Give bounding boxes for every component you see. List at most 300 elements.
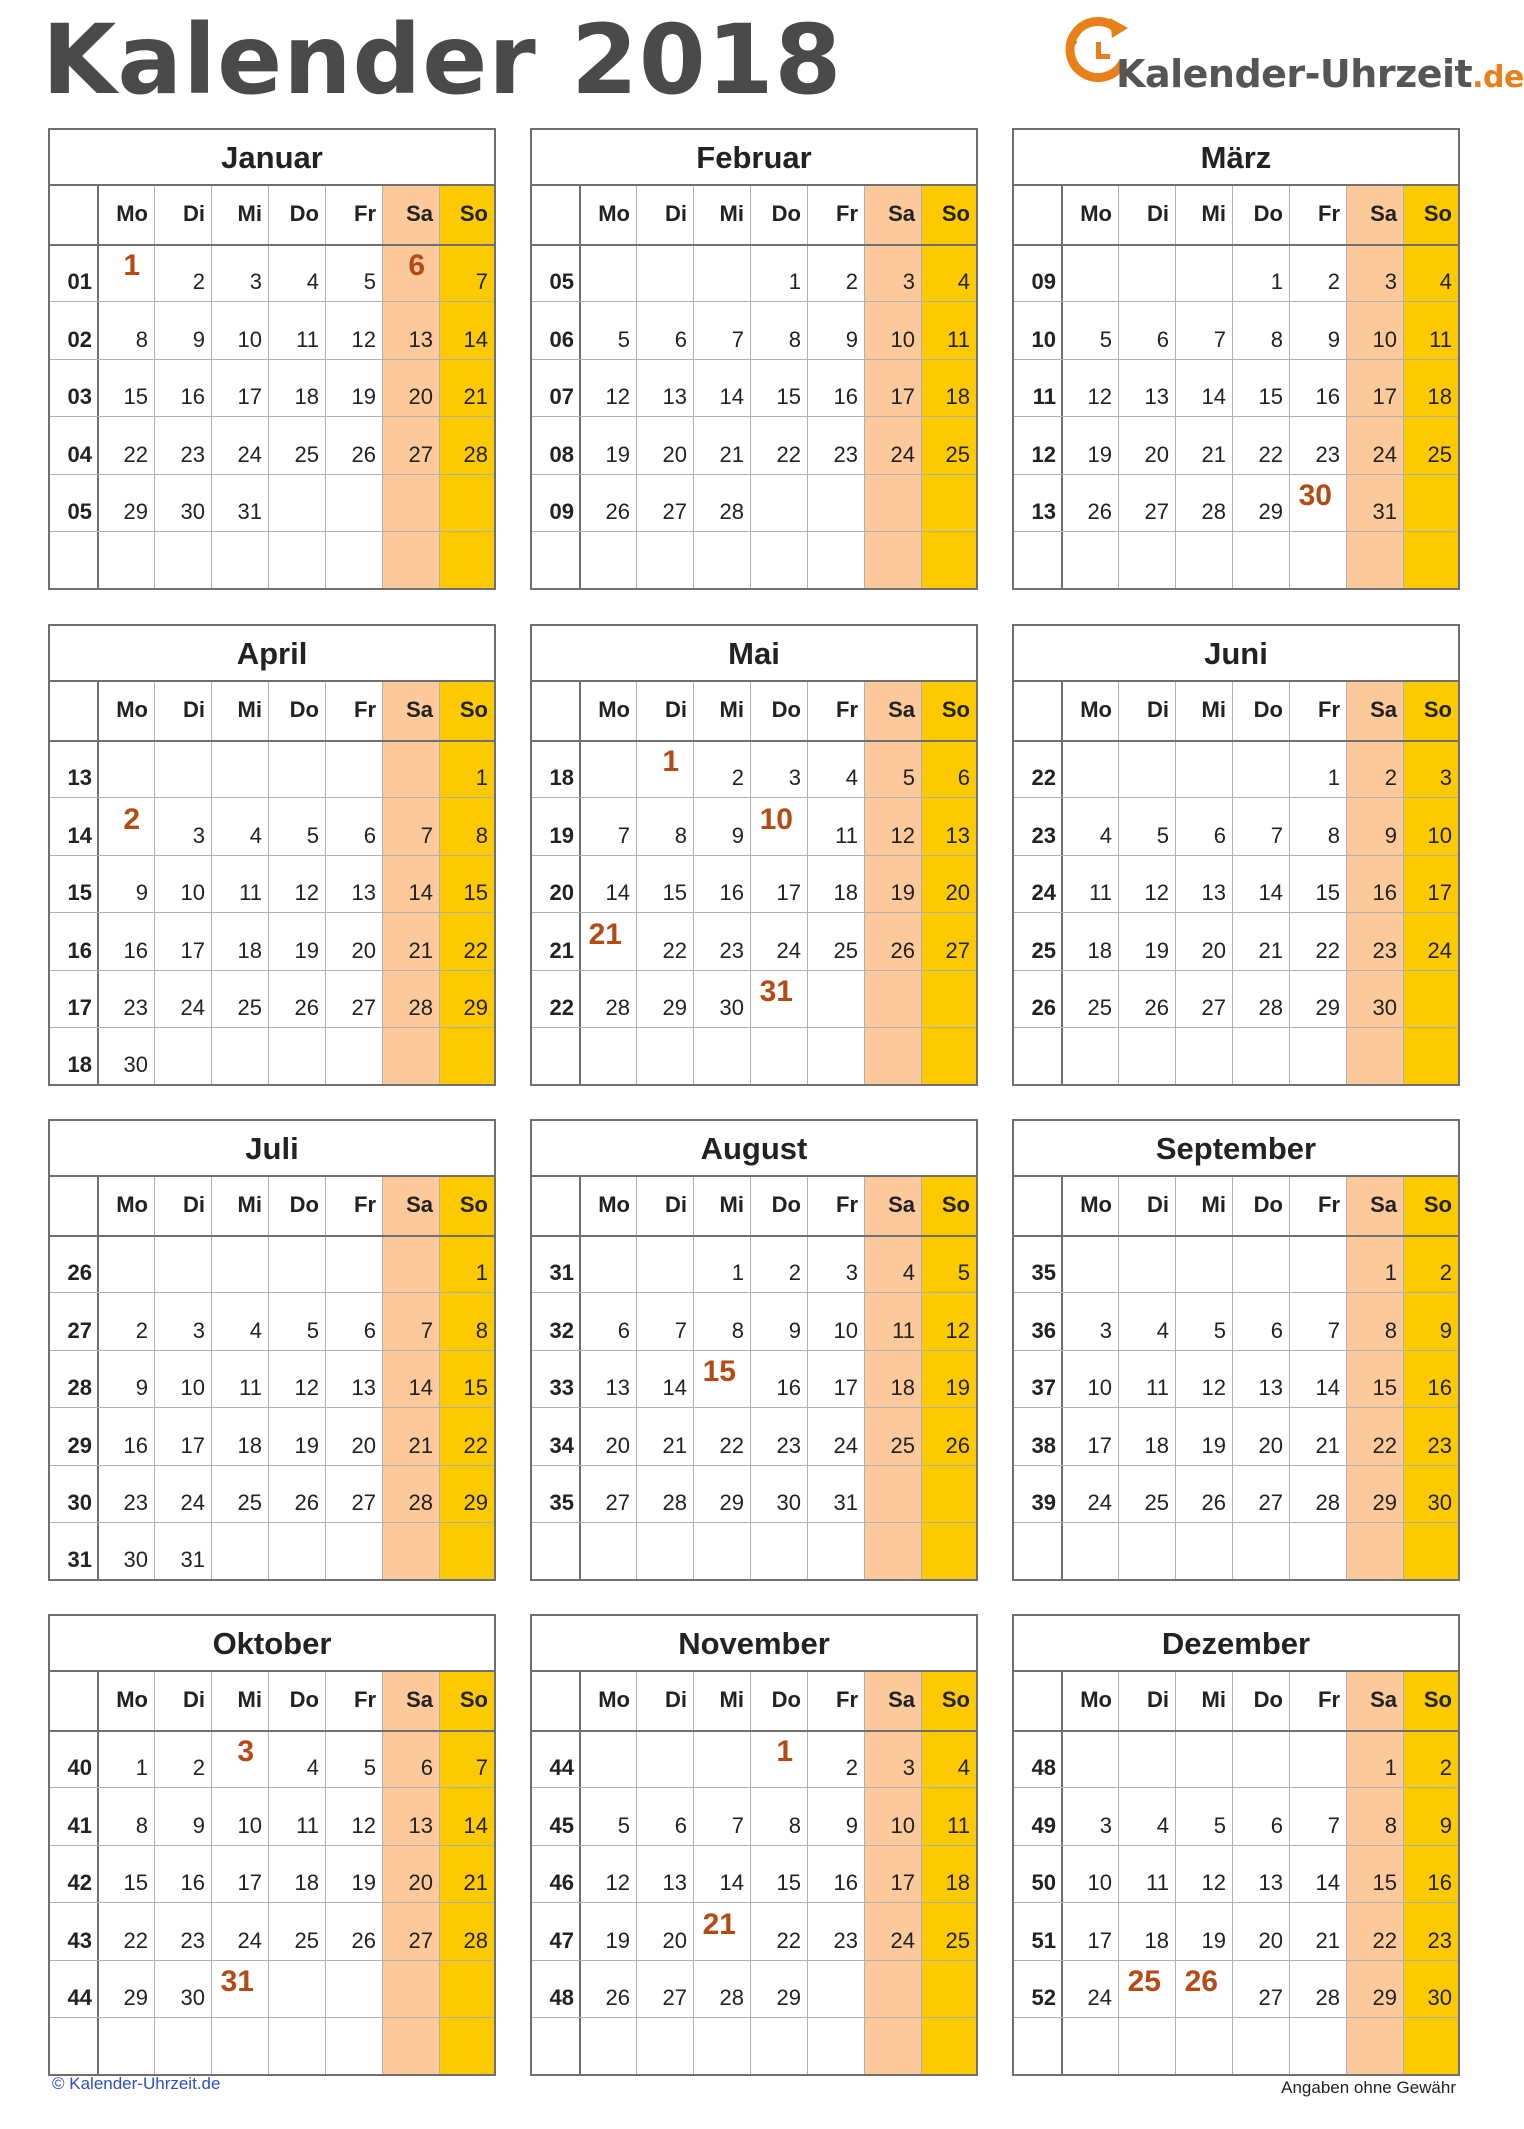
- weekday-header: Fr: [1318, 1192, 1340, 1217]
- day-cell: 23: [1372, 937, 1397, 963]
- day-cell: 4: [957, 1755, 970, 1781]
- grid-hline: [1014, 1960, 1458, 1961]
- day-cell: 28: [605, 995, 630, 1020]
- day-cell: 20: [1144, 441, 1169, 467]
- day-cell: 23: [1427, 1432, 1452, 1458]
- month-title: April: [50, 626, 494, 682]
- day-cell: 2: [845, 1755, 858, 1781]
- day-cell: 26: [605, 1985, 630, 2010]
- grid-hline: [532, 1730, 976, 1732]
- day-cell: 20: [351, 937, 376, 963]
- day-cell: 25: [1087, 995, 1112, 1020]
- day-cell: 15: [123, 384, 148, 410]
- grid-hline: [532, 1845, 976, 1846]
- day-cell: 29: [1372, 1490, 1397, 1515]
- day-cell: 4: [957, 269, 970, 295]
- day-cell: 10: [180, 880, 205, 906]
- week-number: 41: [67, 1812, 92, 1838]
- month-1: [48, 128, 496, 590]
- weekday-header: Mo: [116, 1192, 148, 1217]
- week-number: 43: [67, 1927, 92, 1953]
- day-cell: 22: [1258, 441, 1283, 467]
- month-grid: [50, 1177, 494, 1579]
- week-number: 21: [549, 937, 574, 963]
- day-cell: 26: [1144, 995, 1169, 1020]
- holiday-day: 26: [1184, 1965, 1218, 1998]
- day-cell: 25: [945, 441, 970, 467]
- month-7: [48, 1119, 496, 1581]
- day-cell: 6: [957, 765, 970, 791]
- weekday-header: Mi: [1201, 1687, 1226, 1712]
- day-cell: 23: [1315, 441, 1340, 467]
- day-cell: 5: [306, 822, 319, 848]
- weekday-header: Do: [771, 1687, 801, 1712]
- day-cell: 4: [306, 1755, 319, 1781]
- weekday-header: So: [1423, 1687, 1452, 1712]
- day-cell: 28: [662, 1490, 687, 1515]
- day-cell: 7: [1213, 326, 1226, 352]
- month-grid: [1014, 186, 1458, 588]
- weekday-header: So: [941, 201, 970, 226]
- holiday-day: 21: [588, 917, 622, 951]
- grid-hline: [532, 797, 976, 798]
- day-cell: 24: [1372, 441, 1397, 467]
- day-cell: 25: [237, 995, 262, 1020]
- grid-hline: [1014, 1730, 1458, 1732]
- day-cell: 14: [463, 326, 488, 352]
- day-cell: 17: [1427, 880, 1452, 906]
- copyright-link[interactable]: © Kalender-Uhrzeit.de: [52, 2074, 221, 2093]
- weekday-header: Fr: [354, 1687, 376, 1712]
- weekday-header: Di: [1147, 697, 1169, 722]
- weekday-header: Mo: [116, 697, 148, 722]
- grid-hline: [50, 1960, 494, 1961]
- month-11: [530, 1614, 978, 2076]
- day-cell: 8: [674, 822, 687, 848]
- day-cell: 26: [294, 1490, 319, 1515]
- day-cell: 2: [192, 1755, 205, 1781]
- week-number: 20: [549, 880, 574, 906]
- logo-tld: .de: [1472, 60, 1524, 95]
- day-cell: 17: [1087, 1432, 1112, 1458]
- day-cell: 30: [123, 1547, 148, 1573]
- weekday-header: Mi: [237, 201, 262, 226]
- grid-hline: [532, 1787, 976, 1788]
- day-cell: 22: [1315, 937, 1340, 963]
- grid-hline: [532, 1522, 976, 1523]
- grid-hline: [532, 301, 976, 302]
- day-cell: 9: [135, 880, 148, 906]
- day-cell: 8: [1327, 822, 1340, 848]
- weekday-header: Di: [183, 697, 205, 722]
- day-cell: 2: [788, 1260, 801, 1286]
- day-cell: 19: [1087, 441, 1112, 467]
- grid-hline: [532, 855, 976, 856]
- day-cell: 6: [674, 326, 687, 352]
- weekday-header: Do: [289, 1192, 319, 1217]
- weekday-header: Do: [1253, 201, 1283, 226]
- week-number: 01: [67, 269, 92, 295]
- day-cell: 6: [1156, 326, 1169, 352]
- week-number: 14: [67, 822, 92, 848]
- disclaimer: Angaben ohne Gewähr: [1281, 2078, 1456, 2097]
- day-cell: 1: [135, 1755, 148, 1781]
- day-cell: 11: [1146, 1870, 1169, 1896]
- week-number: 02: [67, 326, 92, 352]
- week-number: 32: [549, 1317, 574, 1343]
- grid-hline: [532, 244, 976, 246]
- day-cell: 22: [463, 937, 488, 963]
- day-cell: 24: [237, 1927, 262, 1953]
- day-cell: 18: [294, 1870, 319, 1896]
- weekday-header: Di: [1147, 1192, 1169, 1217]
- grid-hline: [50, 1787, 494, 1788]
- day-cell: 19: [294, 937, 319, 963]
- day-cell: 16: [1315, 384, 1340, 410]
- day-cell: 30: [123, 1052, 148, 1078]
- day-cell: 24: [833, 1432, 858, 1458]
- weekday-header: Fr: [1318, 1687, 1340, 1712]
- week-number: 09: [549, 499, 574, 524]
- week-number: 05: [549, 269, 574, 295]
- grid-hline: [532, 2017, 976, 2018]
- day-cell: 4: [249, 1317, 262, 1343]
- weekday-header: Mi: [237, 1192, 262, 1217]
- day-cell: 8: [1384, 1317, 1397, 1343]
- day-cell: 6: [1270, 1317, 1283, 1343]
- weekday-header: Do: [1253, 1687, 1283, 1712]
- week-number: 46: [549, 1870, 574, 1896]
- month-grid: [532, 682, 976, 1084]
- day-cell: 28: [408, 995, 433, 1020]
- day-cell: 13: [351, 1375, 376, 1401]
- day-cell: 26: [605, 499, 630, 524]
- day-cell: 26: [945, 1432, 970, 1458]
- logo-name: Kalender-Uhrzeit: [1116, 52, 1473, 96]
- day-cell: 6: [674, 1812, 687, 1838]
- week-number: 49: [1031, 1812, 1056, 1838]
- day-cell: 3: [1384, 269, 1397, 295]
- week-number: 07: [549, 384, 574, 410]
- day-cell: 8: [1270, 326, 1283, 352]
- day-cell: 22: [123, 1927, 148, 1953]
- holiday-day: 25: [1127, 1965, 1161, 1998]
- day-cell: 20: [945, 880, 970, 906]
- weekday-header: Mi: [719, 201, 744, 226]
- day-cell: 11: [1146, 1375, 1169, 1401]
- day-cell: 27: [1258, 1490, 1283, 1515]
- weekday-header: Do: [1253, 697, 1283, 722]
- weekday-header: Di: [665, 1192, 687, 1217]
- day-cell: 18: [1144, 1432, 1169, 1458]
- weekday-header: Fr: [1318, 697, 1340, 722]
- day-cell: 4: [845, 765, 858, 791]
- day-cell: 4: [1156, 1812, 1169, 1838]
- day-cell: 19: [945, 1375, 970, 1401]
- grid-hline: [1014, 855, 1458, 856]
- day-cell: 7: [731, 326, 744, 352]
- day-cell: 19: [605, 441, 630, 467]
- day-cell: 20: [605, 1432, 630, 1458]
- day-cell: 8: [788, 326, 801, 352]
- month-title: Januar: [50, 130, 494, 186]
- weekday-header: So: [1423, 697, 1452, 722]
- grid-hline: [50, 1350, 494, 1351]
- day-cell: 15: [662, 880, 687, 906]
- day-cell: 5: [363, 269, 376, 295]
- day-cell: 10: [180, 1375, 205, 1401]
- weekday-header: Sa: [406, 1192, 433, 1217]
- day-cell: 7: [475, 269, 488, 295]
- grid-hline: [50, 740, 494, 742]
- day-cell: 29: [719, 1490, 744, 1515]
- day-cell: 6: [617, 1317, 630, 1343]
- day-cell: 9: [845, 326, 858, 352]
- day-cell: 8: [1384, 1812, 1397, 1838]
- day-cell: 27: [605, 1490, 630, 1515]
- day-cell: 7: [1327, 1317, 1340, 1343]
- day-cell: 10: [890, 326, 915, 352]
- day-cell: 16: [1372, 880, 1397, 906]
- grid-hline: [50, 1730, 494, 1732]
- day-cell: 25: [890, 1432, 915, 1458]
- day-cell: 6: [363, 1317, 376, 1343]
- day-cell: 29: [1315, 995, 1340, 1020]
- day-cell: 20: [408, 384, 433, 410]
- grid-hline: [532, 474, 976, 475]
- weekday-header: Fr: [836, 697, 858, 722]
- weekday-header: Di: [1147, 1687, 1169, 1712]
- day-cell: 28: [463, 1927, 488, 1953]
- day-cell: 9: [135, 1375, 148, 1401]
- day-cell: 17: [833, 1375, 858, 1401]
- day-cell: 18: [1144, 1927, 1169, 1953]
- grid-hline: [50, 1902, 494, 1903]
- day-cell: 21: [1315, 1927, 1340, 1953]
- day-cell: 12: [351, 1812, 376, 1838]
- day-cell: 19: [1144, 937, 1169, 963]
- day-cell: 9: [1439, 1317, 1452, 1343]
- day-cell: 18: [945, 1870, 970, 1896]
- day-cell: 14: [719, 1870, 744, 1896]
- month-title: Februar: [532, 130, 976, 186]
- weekday-header: Sa: [1370, 1687, 1397, 1712]
- day-cell: 18: [237, 937, 262, 963]
- week-number: 18: [67, 1052, 92, 1078]
- grid-hline: [532, 1465, 976, 1466]
- grid-hline: [1014, 1522, 1458, 1523]
- holiday-day: 31: [759, 975, 793, 1008]
- day-cell: 17: [237, 1870, 262, 1896]
- day-cell: 9: [788, 1317, 801, 1343]
- day-cell: 19: [890, 880, 915, 906]
- month-grid: [50, 682, 494, 1084]
- holiday-day: 6: [408, 249, 425, 283]
- day-cell: 14: [463, 1812, 488, 1838]
- day-cell: 15: [1258, 384, 1283, 410]
- day-cell: 10: [890, 1812, 915, 1838]
- weekday-header: Fr: [836, 1192, 858, 1217]
- day-cell: 24: [1087, 1985, 1112, 2010]
- day-cell: 8: [135, 1812, 148, 1838]
- month-2: [530, 128, 978, 590]
- day-cell: 4: [1099, 822, 1112, 848]
- day-cell: 21: [463, 384, 488, 410]
- day-cell: 30: [1427, 1490, 1452, 1515]
- week-number: 13: [67, 765, 92, 791]
- weekday-header: Sa: [1370, 201, 1397, 226]
- day-cell: 22: [463, 1432, 488, 1458]
- day-cell: 28: [719, 499, 744, 524]
- holiday-day: 1: [123, 249, 140, 283]
- day-cell: 12: [351, 326, 376, 352]
- day-cell: 1: [1384, 1260, 1397, 1286]
- day-cell: 21: [1201, 441, 1226, 467]
- day-cell: 13: [1258, 1375, 1283, 1401]
- day-cell: 22: [719, 1432, 744, 1458]
- day-cell: 3: [1099, 1317, 1112, 1343]
- day-cell: 26: [351, 441, 376, 467]
- grid-hline: [1014, 1407, 1458, 1408]
- day-cell: 11: [239, 880, 262, 906]
- week-number: 12: [1031, 441, 1056, 467]
- day-cell: 18: [237, 1432, 262, 1458]
- weekday-header: Do: [771, 201, 801, 226]
- day-cell: 6: [363, 822, 376, 848]
- day-cell: 15: [1372, 1375, 1397, 1401]
- month-grid: [532, 1672, 976, 2074]
- week-number: 10: [1031, 326, 1056, 352]
- day-cell: 13: [351, 880, 376, 906]
- month-10: [48, 1614, 496, 2076]
- month-title: Mai: [532, 626, 976, 682]
- grid-hline: [50, 416, 494, 417]
- weekday-header: Do: [289, 1687, 319, 1712]
- week-number: 17: [67, 995, 92, 1020]
- grid-hline: [1014, 1027, 1458, 1028]
- month-grid: [50, 186, 494, 588]
- weekday-header: Di: [665, 201, 687, 226]
- month-grid: [1014, 1672, 1458, 2074]
- day-cell: 28: [1258, 995, 1283, 1020]
- week-number: 05: [67, 499, 92, 524]
- day-cell: 13: [1258, 1870, 1283, 1896]
- month-title: Juli: [50, 1121, 494, 1177]
- grid-hline: [1014, 1350, 1458, 1351]
- day-cell: 3: [902, 1755, 915, 1781]
- weekday-header: Mi: [719, 697, 744, 722]
- day-cell: 7: [674, 1317, 687, 1343]
- day-cell: 13: [605, 1375, 630, 1401]
- day-cell: 22: [662, 937, 687, 963]
- day-cell: 28: [719, 1985, 744, 2010]
- brand-logo[interactable]: [1070, 14, 1524, 104]
- holiday-day: 10: [759, 802, 793, 836]
- day-cell: 15: [123, 1870, 148, 1896]
- day-cell: 24: [180, 1490, 205, 1515]
- grid-hline: [1014, 797, 1458, 798]
- month-8: [530, 1119, 978, 1581]
- day-cell: 2: [1439, 1755, 1452, 1781]
- grid-hline: [532, 740, 976, 742]
- grid-hline: [1014, 416, 1458, 417]
- day-cell: 20: [408, 1870, 433, 1896]
- month-9: [1012, 1119, 1460, 1581]
- day-cell: 10: [1372, 326, 1397, 352]
- day-cell: 28: [463, 441, 488, 467]
- day-cell: 4: [249, 822, 262, 848]
- grid-hline: [532, 970, 976, 971]
- day-cell: 11: [947, 326, 970, 352]
- grid-hline: [50, 1522, 494, 1523]
- day-cell: 10: [237, 1812, 262, 1838]
- week-number: 16: [67, 937, 92, 963]
- grid-hline: [1014, 1845, 1458, 1846]
- grid-hline: [1014, 244, 1458, 246]
- day-cell: 7: [731, 1812, 744, 1838]
- day-cell: 16: [180, 1870, 205, 1896]
- month-grid: [50, 1672, 494, 2074]
- day-cell: 27: [1201, 995, 1226, 1020]
- day-cell: 2: [1384, 765, 1397, 791]
- grid-hline: [532, 1027, 976, 1028]
- day-cell: 18: [1087, 937, 1112, 963]
- day-cell: 2: [135, 1317, 148, 1343]
- grid-hline: [532, 359, 976, 360]
- grid-hline: [532, 912, 976, 913]
- day-cell: 4: [902, 1260, 915, 1286]
- day-cell: 29: [1258, 499, 1283, 524]
- grid-hline: [50, 531, 494, 532]
- day-cell: 27: [351, 1490, 376, 1515]
- day-cell: 12: [1201, 1870, 1226, 1896]
- day-cell: 20: [1258, 1927, 1283, 1953]
- grid-hline: [1014, 2017, 1458, 2018]
- day-cell: 10: [1087, 1375, 1112, 1401]
- week-number: 33: [549, 1375, 574, 1401]
- grid-hline: [1014, 1235, 1458, 1237]
- grid-hline: [50, 244, 494, 246]
- grid-hline: [532, 1960, 976, 1961]
- day-cell: 8: [788, 1812, 801, 1838]
- day-cell: 2: [192, 269, 205, 295]
- day-cell: 27: [408, 1927, 433, 1953]
- day-cell: 10: [237, 326, 262, 352]
- grid-hline: [50, 1845, 494, 1846]
- grid-hline: [1014, 970, 1458, 971]
- day-cell: 8: [475, 1317, 488, 1343]
- day-cell: 19: [294, 1432, 319, 1458]
- weekday-header: Fr: [354, 201, 376, 226]
- grid-hline: [50, 1235, 494, 1237]
- day-cell: 11: [892, 1317, 915, 1343]
- weekday-header: Mo: [116, 1687, 148, 1712]
- day-cell: 12: [1087, 384, 1112, 410]
- day-cell: 13: [408, 1812, 433, 1838]
- day-cell: 2: [1327, 269, 1340, 295]
- day-cell: 24: [890, 441, 915, 467]
- day-cell: 25: [1427, 441, 1452, 467]
- day-cell: 16: [123, 1432, 148, 1458]
- grid-hline: [1014, 1465, 1458, 1466]
- day-cell: 17: [180, 937, 205, 963]
- weekday-header: Mo: [598, 201, 630, 226]
- day-cell: 24: [180, 995, 205, 1020]
- day-cell: 23: [776, 1432, 801, 1458]
- weekday-header: Do: [289, 201, 319, 226]
- day-cell: 15: [776, 384, 801, 410]
- day-cell: 25: [1144, 1490, 1169, 1515]
